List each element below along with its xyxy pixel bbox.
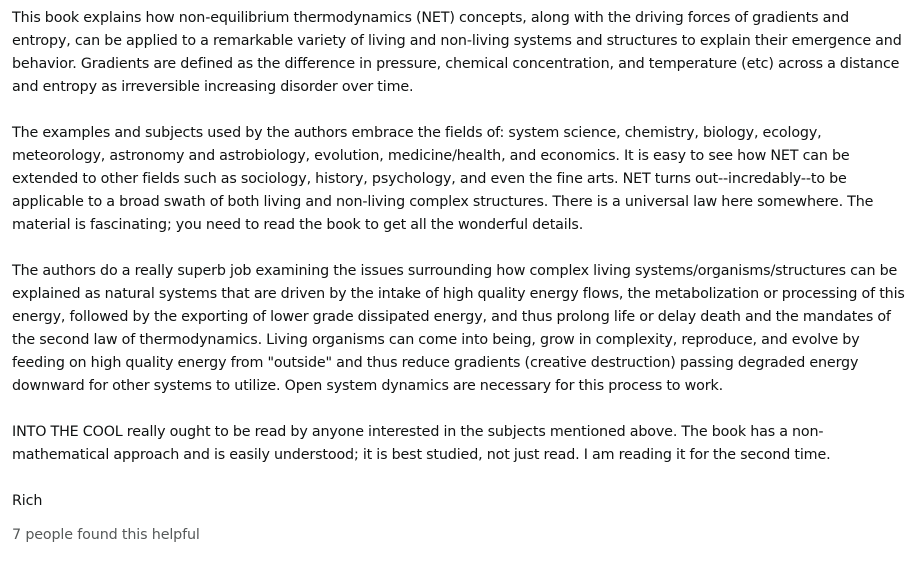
- review-paragraph-4: INTO THE COOL really ought to be read by anyone interested in the subjects mentioned above. The book has a non-mathematical approach and is easily understood; it is best studied, not just read. I am reading it for the second time.: [12, 424, 831, 463]
- review-signature: Rich: [12, 493, 43, 509]
- review-paragraph-2: The examples and subjects used by the authors embrace the fields of: system science, chemistry, biology, ecology, meteorology, astronomy and astrobiology, evolution, medicine/health, and economics. It is easy to see how NET can be extended to other fields such as sociology, history, psychology, and even the fine arts. NET turns out--incredably--to be applicable to a broad swath of both living and non-living complex structures. There is a universal law here somewhere. The material is fascinating; you need to read the book to get all the wonderful details.: [12, 125, 874, 233]
- review-body: [12, 7, 910, 547]
- review-paragraph-1: This book explains how non-equilibrium thermodynamics (NET) concepts, along with the driving forces of gradients and entropy, can be applied to a remarkable variety of living and non-living systems and structures to explain their emergence and behavior. Gradients are defined as the difference in pressure, chemical concentration, and temperature (etc) across a distance and entropy as irreversible increasing disorder over time.: [12, 10, 902, 95]
- helpful-count: 7 people found this helpful: [12, 527, 200, 543]
- review-paragraph-3: The authors do a really superb job examining the issues surrounding how complex living systems/organisms/structures can be explained as natural systems that are driven by the intake of high quality energy flows, the metabolization or processing of this energy, followed by the exporting of lower grade dissipated energy, and thus prolong life or delay death and the mandates of the second law of thermodynamics. Living organisms can come into being, grow in complexity, reproduce, and evolve by feeding on high quality energy from "outside" and thus reduce gradients (creative destruction) passing degraded energy downward for other systems to utilize. Open system dynamics are necessary for this process to work.: [12, 263, 905, 394]
